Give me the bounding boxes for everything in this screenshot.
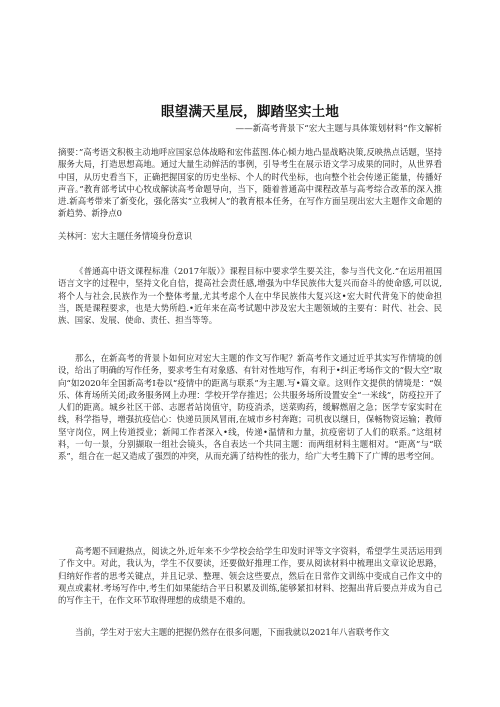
body-paragraph: 那么，在新高考的背景卜如何应对宏大主题的作文写作呢？新高考作文通过近乎其实写作情境的创设，给出了明确的写作任务，要求考生有对象感、有针对性地写作，有利于•纠正考场作文的“假大空”取向“如2020年全国新高考I卷以“疫情中的距离与联系”为主题.写•篇文章。这则作文提供的情境是：“娱乐、体育场所关闭;政务服务网上办理：学校开学存推迟；公共服务场所设置安全“一米线”，防疫拉开了人们的距离。城乡社区干部、志愿者站岗值守，防疫消杀，送菜购药，缓解燃眉之急；医学专家实时在线，科学指导，增强抗疫信心：快递员顶风冒雨,在城市乡村奔跑；司机夜以继日，保畅物资运输；教师坚守岗位，网上传道授业；新闻工作者深入•线，传递•温情和力量，抗疫密切了人们的联系。”这组材料，一句一景，分别撷取一组社会镜头，各自表达一个共同主题：而两组材料主题相对。“距离”与“联系”，组合在一起又造成了强烈的冲突，从而充满了结构性的张力，给广大考生腾下了广博的思考空间。 bbox=[58, 353, 442, 462]
body-paragraph: 高考题不回避热点，阅读之外,近年来不少学校会给学生印发时评等文字资料，希望学生灵活运用到了作文中。对此，我认为，学生不仅要读，还要做好推理工作，要从阅读材料中梳理出文章议论思路，归纳好作者的思考关键点，并且记录、整理、领会这些要点，然后在日常作文训练中变成自己作文中的观点或素材.考场写作中,考生们如果能结合平日积累及训练,能够紧扣材料、挖掘出背后要点并成为自己的写作主干，在作文环节取得理想的成绩是不难的。 bbox=[58, 546, 442, 606]
document-subtitle: ——新高考背景下“宏大主题与具体策划材料”作文解析 bbox=[235, 124, 442, 134]
abstract-paragraph: 摘要：”高考语文积极主动地呼应国家总体战略和宏伟蓝图.体心倾力地凸显战略决策,反映热点话题，坚持服务大局，打造思想高地。通过大量生动鲜活的事例，引导考生在展示语文学习成果的同时，从世界看中国，从历史看当下，正确把握国家的历史坐标、个人的时代坐标，也向整个社会传递正能量，传播好声音。”教育部考试中心牧成解读高考命题导向，当下，随着普通高中课程改革与高考综合改革的深入推进.新高考带来了新变化，强化落实“立我树人”的教育根本任务，在写作方面呈现出宏大主题作文命题的新趋势、新挣点0 bbox=[58, 147, 442, 219]
document-title: 眼望满天星辰，脚踏坚实土地 bbox=[160, 104, 340, 120]
body-paragraph: 当前，学生对于宏大主题的把握仍然存在很多问题，下面我就以2021年八省联考作文 bbox=[75, 627, 390, 637]
body-paragraph: 《普通高中语文课程标准（2017年版）》课程目标中要求学生要关注，参与当代文化.”在运用祖国语言文字的过程中，坚持文化自信，提高社会责任感,增强为中华民族伟大复兴而奋斗的使命感,可以说,将个人与社会,民族作为一个整体考量,尤其考虑个人在中华民族伟大复兴这•宏大时代背兔下的使命担当，既是课程要求，也是大势所趋.•近年来在高考试题中涉及宏大主题领域的主要有：时代、社会、民族、国家、发展、使命、责任、担当等等。 bbox=[58, 266, 442, 326]
keywords-line: 关林河：宏大主题任务情境身份意识 bbox=[58, 231, 192, 241]
